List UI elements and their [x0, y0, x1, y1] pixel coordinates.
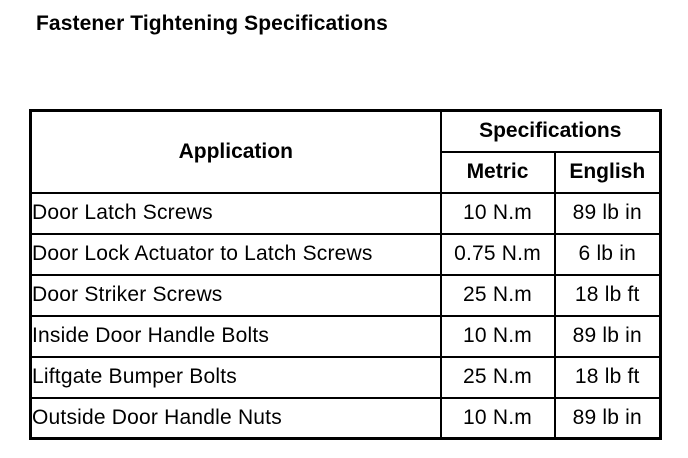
english-cell: 6 lb in [555, 234, 661, 275]
metric-cell: 10 N.m [441, 316, 555, 357]
metric-cell: 25 N.m [441, 275, 555, 316]
application-cell: Door Latch Screws [31, 193, 441, 234]
table-row [31, 193, 661, 234]
page-title: Fastener Tightening Specifications [36, 12, 388, 35]
table-row [31, 357, 661, 398]
english-cell: 89 lb in [555, 193, 661, 234]
column-header-metric: Metric [441, 152, 555, 193]
application-cell: Door Lock Actuator to Latch Screws [31, 234, 441, 275]
column-header-english: English [555, 152, 661, 193]
english-cell: 89 lb in [555, 316, 661, 357]
application-cell: Liftgate Bumper Bolts [31, 357, 441, 398]
table-row [31, 316, 661, 357]
english-cell: 18 lb ft [555, 275, 661, 316]
column-header-specifications: Specifications [441, 111, 661, 152]
metric-cell: 10 N.m [441, 398, 555, 439]
fastener-spec-table [29, 109, 662, 440]
header-row-top [31, 111, 661, 152]
english-cell: 18 lb ft [555, 357, 661, 398]
table-row [31, 234, 661, 275]
metric-cell: 0.75 N.m [441, 234, 555, 275]
application-cell: Door Striker Screws [31, 275, 441, 316]
metric-cell: 10 N.m [441, 193, 555, 234]
column-header-application: Application [31, 111, 441, 193]
application-cell: Inside Door Handle Bolts [31, 316, 441, 357]
table-row [31, 398, 661, 439]
application-cell: Outside Door Handle Nuts [31, 398, 441, 439]
table-row [31, 275, 661, 316]
metric-cell: 25 N.m [441, 357, 555, 398]
english-cell: 89 lb in [555, 398, 661, 439]
